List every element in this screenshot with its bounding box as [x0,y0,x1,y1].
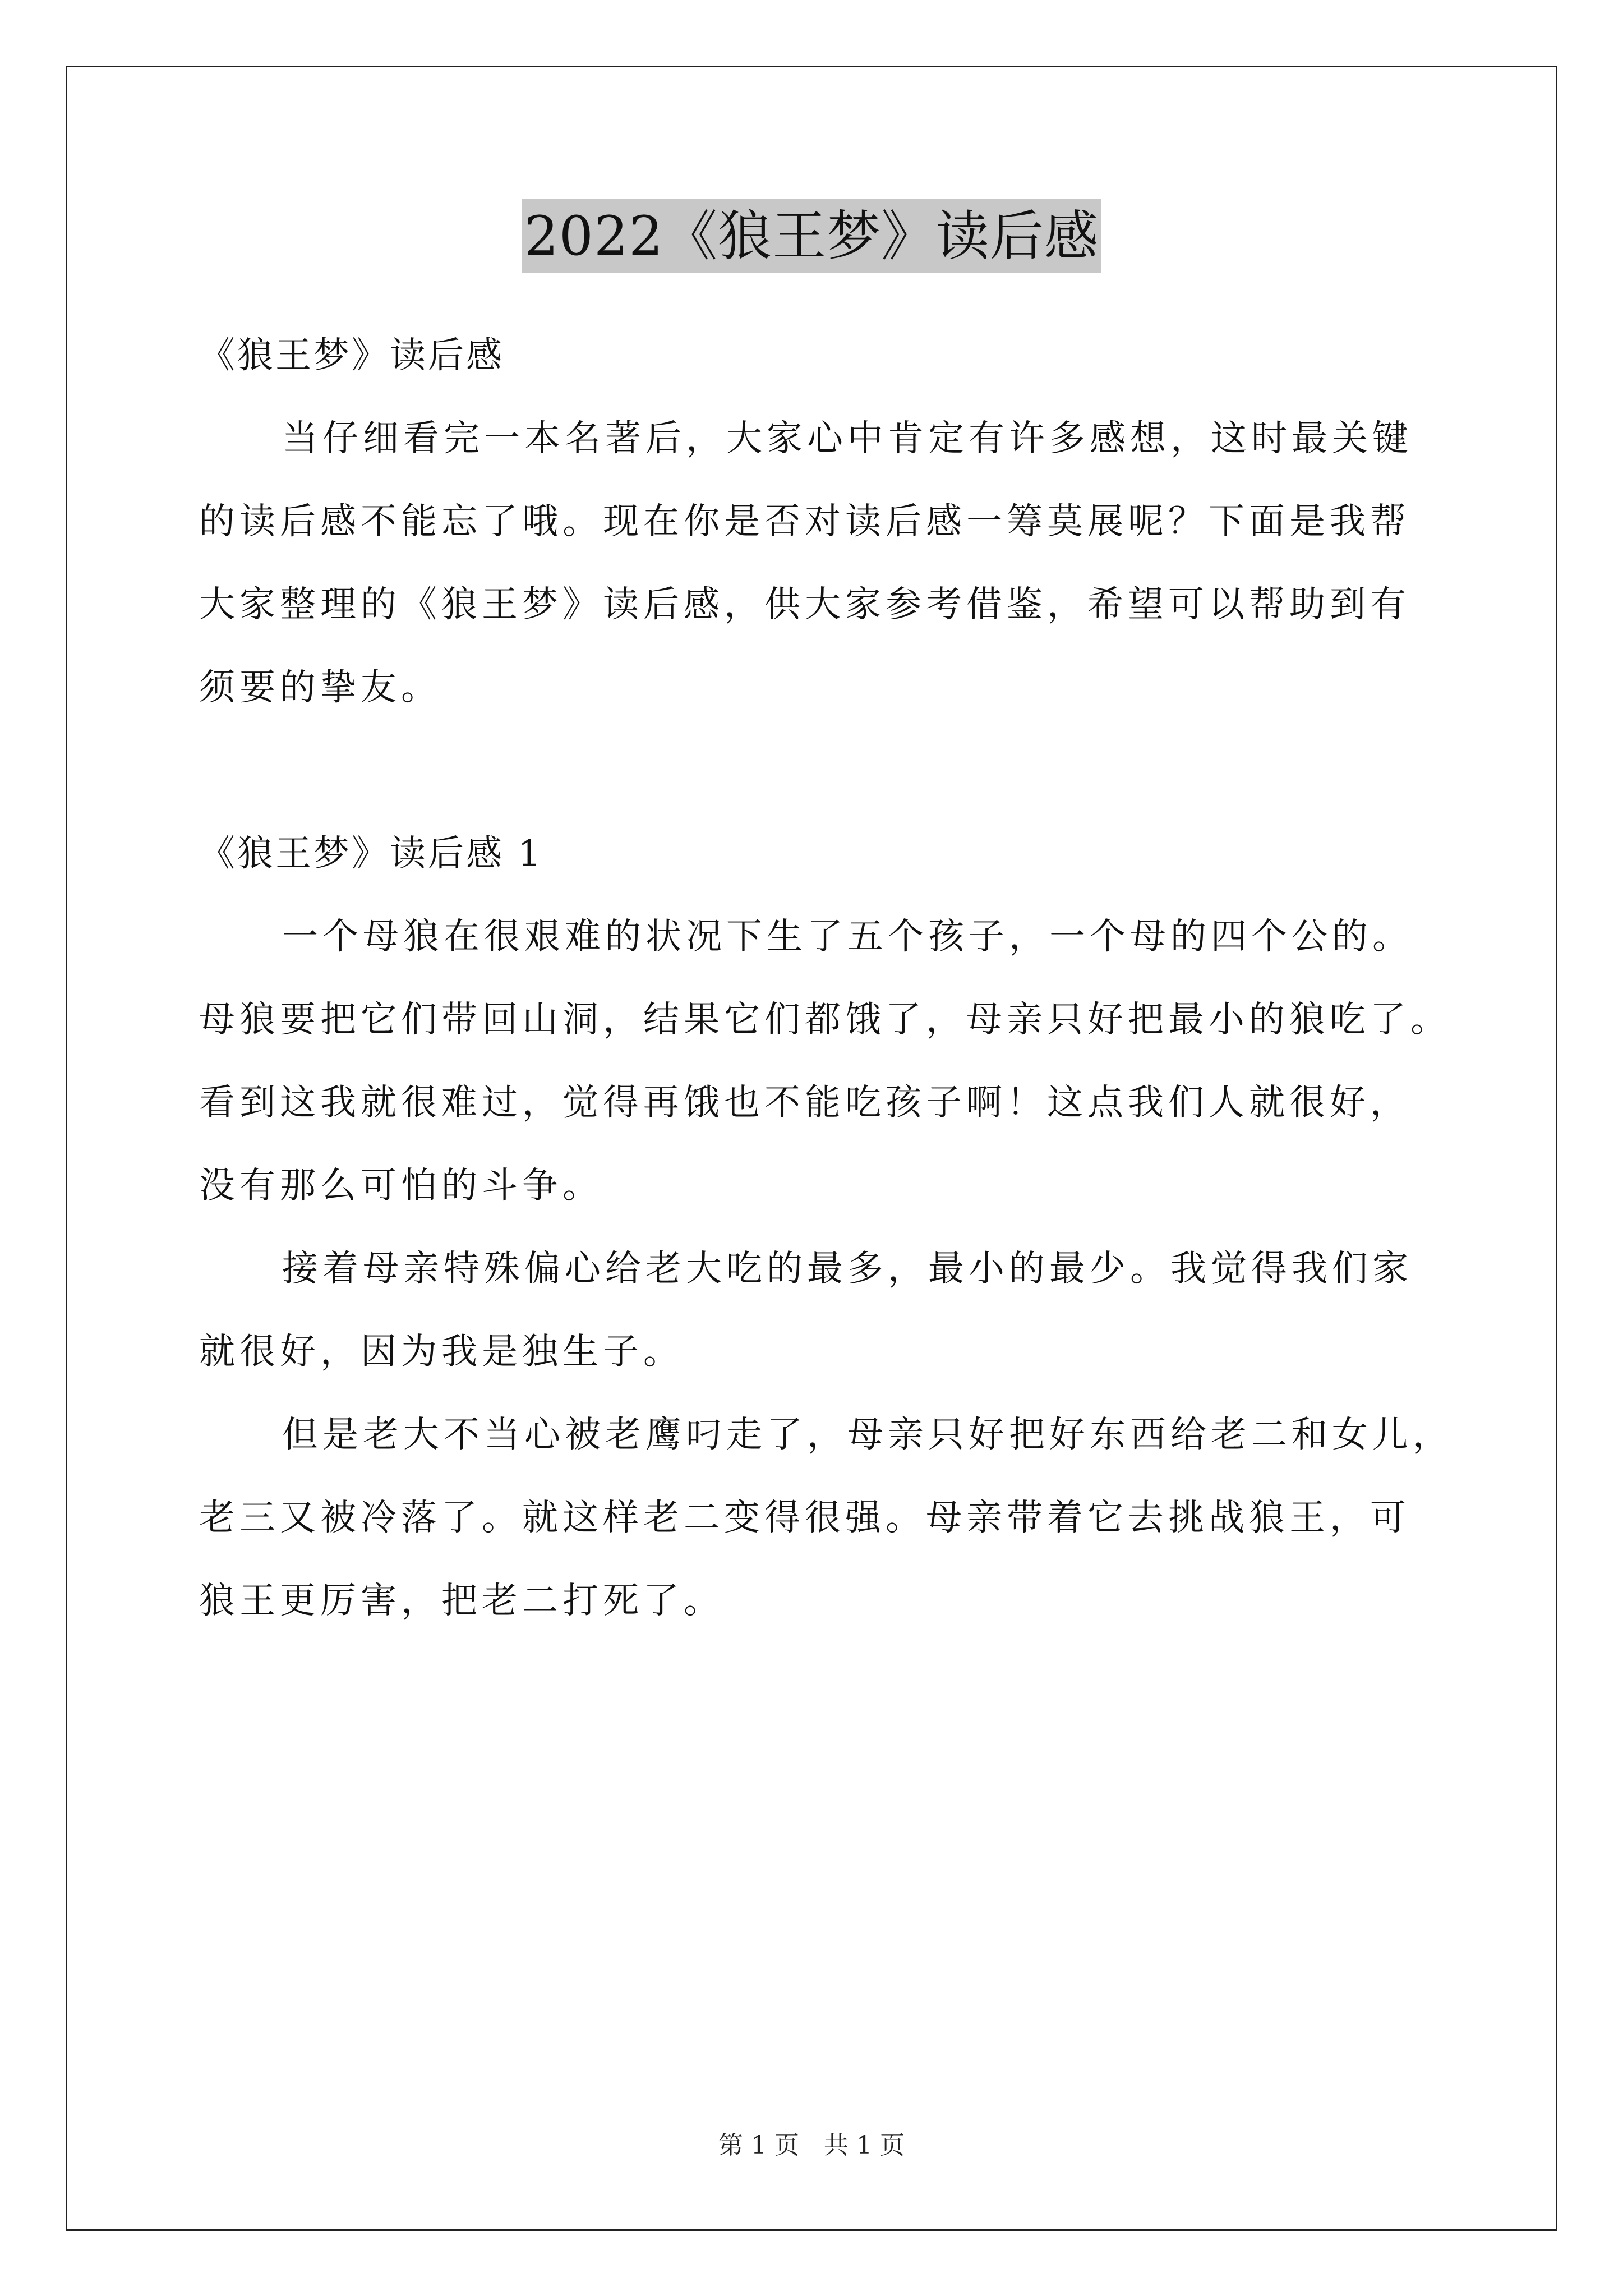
document-title: 2022《狼王梦》读后感 [522,199,1101,273]
intro-line: 当仔细看完一本名著后，大家心中肯定有许多感想，这时最关键 [282,418,1413,459]
page-footer: 第 1 页 共 1 页 [718,2131,905,2160]
paragraph-3-line: 狼王更厉害，把老二打死了。 [199,1580,724,1622]
title-container [0,199,1623,273]
section-heading-1: 《狼王梦》读后感 1 [199,833,543,875]
intro-line: 的读后感不能忘了哦。现在你是否对读后感一筹莫展呢？下面是我帮 [199,501,1410,542]
intro-line: 大家整理的《狼王梦》读后感，供大家参考借鉴，希望可以帮助到有 [199,584,1410,625]
intro-heading: 《狼王梦》读后感 [199,335,504,376]
paragraph-1-line: 看到这我就很难过，觉得再饿也不能吃孩子啊！这点我们人就很好， [199,1082,1410,1124]
intro-line: 须要的挚友。 [199,667,441,708]
document-body [199,314,1453,1642]
paragraph-1-line: 一个母狼在很艰难的状况下生了五个孩子，一个母的四个公的。 [282,916,1413,958]
paragraph-1-line: 没有那么可怕的斗争。 [199,1165,603,1207]
paragraph-2-line: 就很好，因为我是独生子。 [199,1331,684,1373]
paragraph-3-line: 但是老大不当心被老鹰叼走了，母亲只好把好东西给老二和女儿， [282,1414,1453,1456]
paragraph-1-line: 母狼要把它们带回山洞，结果它们都饿了，母亲只好把最小的狼吃了。 [199,999,1451,1041]
paragraph-2-line: 接着母亲特殊偏心给老大吃的最多，最小的最少。我觉得我们家 [282,1248,1413,1290]
paragraph-3-line: 老三又被冷落了。就这样老二变得很强。母亲带着它去挑战狼王，可 [199,1497,1410,1539]
section-gap [199,729,1433,812]
